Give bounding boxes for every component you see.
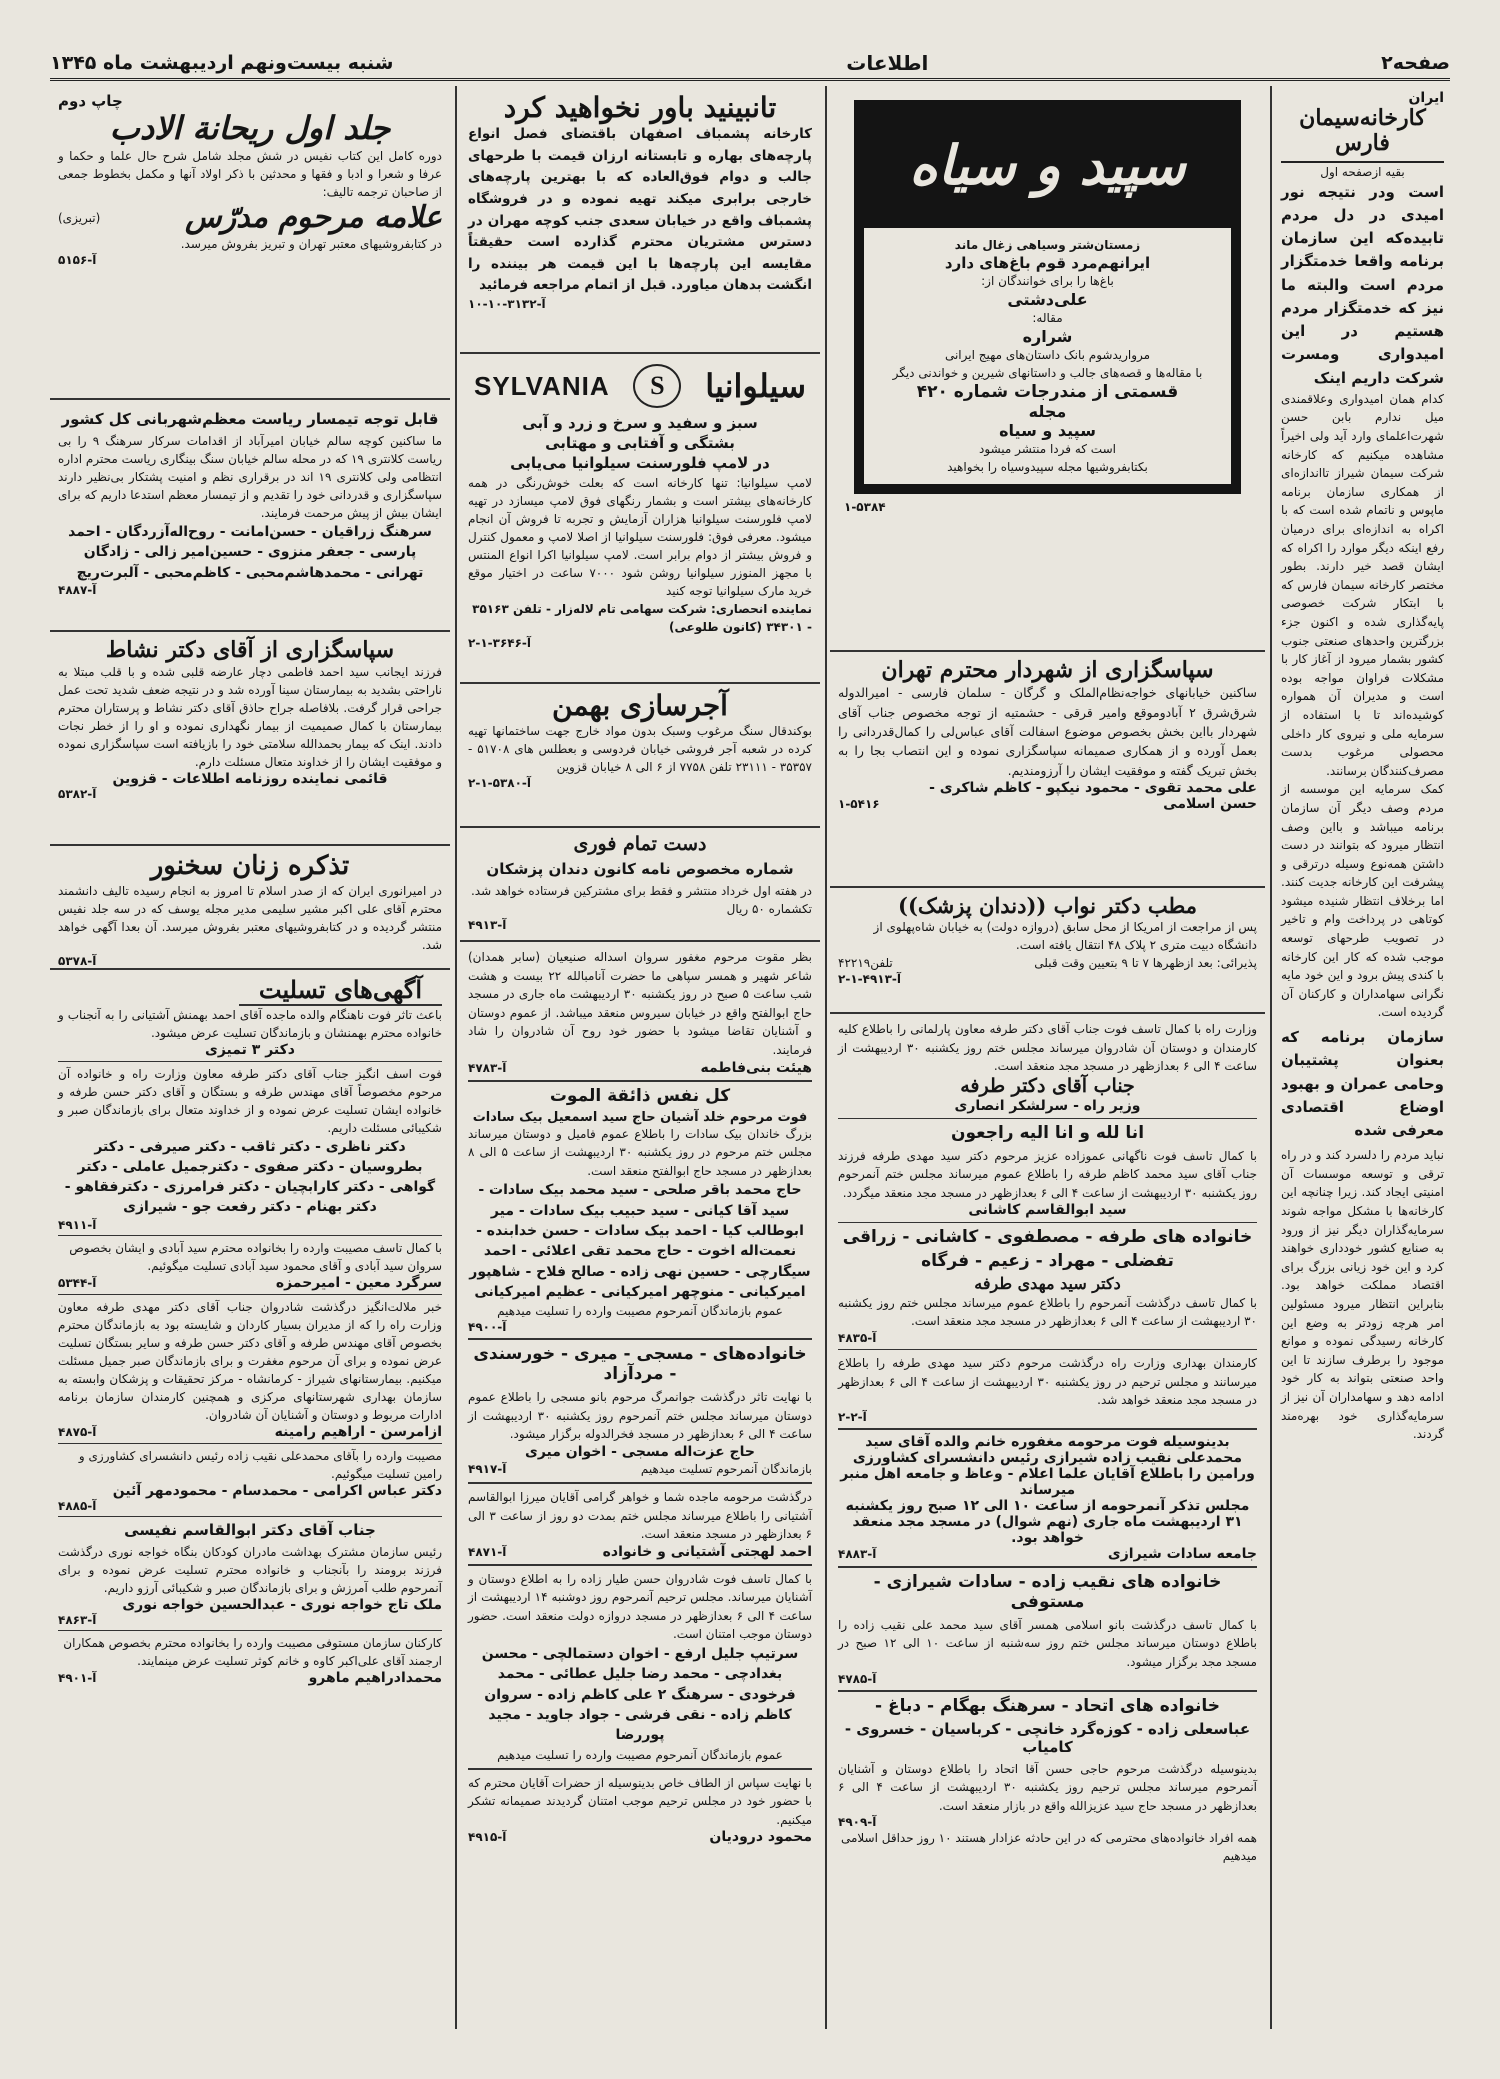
notice-text: بدینوسیله درگذشت مرحوم حاجی حسن آقا اتحاد را باطلاع دوستان و آشنایان آنمرحوم میرساند مجلس ترحیم روز یکشنبه ۳۰ اردیبهشت از ساعت ۴ الی ۶ بعدازظهر در مسجد حاج سید عزیزالله واقع در بازار منعقد است.: [838, 1761, 1258, 1813]
notice-subtitle: عباسعلی زاده - کوزه‌گرد خانچی - کرباسیان - خسروی - کامیاب: [844, 1719, 1251, 1756]
ad-title: قابل توجه تیمسار ریاست معظم‌شهربانی کل کشور: [61, 410, 439, 428]
ad-ref: آ-۴۹۱۳-۱-۲: [838, 972, 902, 987]
notice-text: وزارت راه با کمال تاسف فوت جناب آقای دکتر طرفه معاون پارلمانی را باطلاع کلیه کارمندان و دوستان آن شادروان میرساند مجلس ختم روز یکشنبه ۳۰ اردیبهشت از ساعت ۴ الی ۶ بعدازظهر در مسجد مجد منعقد است.: [838, 1022, 1257, 1074]
section-header: آگهی‌های تسلیت: [239, 976, 442, 1006]
phone-number: تلفن۴۲۲۱۹: [838, 956, 893, 971]
notice-footer: عموم بازماندگان آنمرحوم مصیبت وارده را تسلیت میدهیم: [497, 1304, 783, 1319]
notice-text: مصیبت وارده را بآقای محمدعلی نقیب زاده رئیس دانشسرای کشاورزی و رامین تسلیت میگوئیم.: [78, 1448, 442, 1481]
issue-date: شنبه بیست‌و‌نهم اردیبهشت ماه ۱۳۴۵: [50, 52, 394, 74]
book-author: علامه مرحوم مدرّس: [184, 199, 442, 235]
notice-signature: جامعه سادات شیرازی: [1107, 1545, 1257, 1562]
ad-sylvania: [460, 354, 820, 684]
ad-sepid-siah: [830, 86, 1265, 652]
notice-signature: حاج عزت‌اله مسجی - اخوان میری: [524, 1443, 755, 1460]
column-rule: [825, 86, 827, 2029]
article-body: کدام همان امیدواری وعلاقمندی میل ندارم بابن حسن شهرت‌اعلمای وارد آید ولی اخیراً مشاهده میکنیم که کارخانه شرکت سیمان شیراز تااندازه‌ای از همکاری سازمان برنامه ماپوس و ناتمام شده است که با اکراه به اندازه‌ای برای درمیان رفع اینکه دیگر موارد را اکراه که ایشان قصد خیر دارند. بطور مختصر کارخانه سیمان فارس که با ابتکار شرکت خصوصی پایه‌گذاری شده و اکنون جزء بزرگترین واحدهای صنعتی جنوب کشور بشمار میرود از آغاز کار با مشکلات فراوان مواجه بوده است و مدیران آن همواره کوشیده‌اند تا با استفاده از سرمایه ملی و نیروی کار داخلی محصولی مرغوب بدست مصرف‌کنندگان برسانند.: [1281, 391, 1444, 778]
book-description: دوره کامل این کتاب نفیس در شش مجلد شامل شرح حال علما و حکما و عرفا و شعرا و ادبا و فقها و محدثین با ذکر اولاد آنها و مکمل بخطوط جمعی از صاحبان ترجمه تالیف:: [58, 148, 442, 199]
notice-text: با کمال تاسف فوت ناگهانی عموزاده عزیز مرحوم دکتر سید مهدی طرفه فرزند جناب آقای سید محمد کاظم طرفه را باطلاع عموم میرساند مجلس ختم آنمرحوم روز یکشنبه ۳۰ اردیبهشت از ساعت ۴ الی ۶ بعدازظهر در مسجد مجد منعقد میگردد.: [838, 1148, 1257, 1200]
ad-text: پس از مراجعت از امریکا از محل سابق (دروازه دولت) به خیابان شاه‌پهلوی از دانشگاه دبیت متری ۲ پلاک ۴۸ انتقال یافته است.: [873, 920, 1257, 953]
column-2: [830, 86, 1265, 2029]
notice-name: دکتر سید مهدی طرفه: [974, 1274, 1121, 1294]
section-label: ایران: [1408, 90, 1444, 106]
ad-signatures: سرهنگ زراقیان - حسن‌امانت - روح‌اله‌آزردگان - احمد پارسی - جعفر منزوی - حسین‌امیر زالی - زادگان تهرانی - محمدهاشم‌محبی - کاظم‌محبی - آلبرت‌ریچ: [68, 524, 432, 581]
article-body: کمک سرمایه این موسسه از مردم وصف دیگر آن سازمان برنامه میباشد و بااین وصف انتظار میرود که بتوانند در دست داشتن همه‌نوع وسیله درترقی و پیشرفت این کارخانه جدیت کنند. اما برخلاف انتظار شنیده میشود کوتاهی در پرداخت وام و تاخیر در تصویب طرحهای توسعه موجب شده که کار این کارخانه با کندی پیش برود و این خود مایه نگرانی سهامداران و کارکنان آن گردیده است.: [1281, 782, 1444, 1020]
ad-ref: آ-۴۹۰۱: [58, 1670, 97, 1685]
ad-line: است که فردا منتشر میشود: [979, 442, 1116, 456]
column-3-notices: [830, 1014, 1265, 1871]
ad-ref: آ-۴۸۸۳: [838, 1546, 877, 1561]
ad-text: فرزند ایجانب سید احمد فاطمی دچار عارضه قلبی شده و با قلب مبتلا به ناراحتی بشدید به بیمارستان سینا آورده شد و در نتیجه ضعف شدید تحت عمل جراحی قرار گرفت. بلافاصله جراح حاذق آقای دکتر نشاط و پرستاران محترم بیمارستان با کمال صمیمیت از بیمار نگهداری نموده و او را از خطر نجات دادند. اینک که بیمار بحمدالله سلامتی خود را بازیافته است سپاسگزاری نموده و موفقیت ایشان را از خداوند متعال مسئلت دارم.: [58, 665, 442, 770]
ad-reyhanat-al-adab: [50, 86, 450, 400]
notice-names: حاج محمد باقر صلحی - سید محمد بیک سادات - سید آقا کیانی - سید حبیب بیک سادات - میر ابوطالب کیا - احمد بیک سادات - حسن خدابنده - نعمت‌اله اخوت - حاج محمد تقی اعلائی - احمد سیگارچی - حسین نهی زاده - صالح فلاح - شاهپور امیرکیانی - منوچهر امیرکیانی - عظیم امیرکیانی: [469, 1182, 811, 1300]
ad-title: دست تمام فوری: [573, 833, 707, 855]
ad-ref: آ-۳۶۴۶-۱-۲: [468, 636, 532, 650]
notice-signature: ازامرسن - اراهیم رامینه: [274, 1423, 442, 1440]
ad-pashmbaf: [460, 86, 820, 354]
notice-signature: احمد لهجتی آشتیانی و خانواده: [602, 1543, 812, 1560]
ad-line: مقاله:: [1032, 311, 1063, 325]
notice-signature: محمود درودیان: [709, 1829, 812, 1846]
notice-title: خانواده های اتحاد - سرهنگ بهگام - دباغ -: [875, 1695, 1220, 1716]
notice-text: همه افراد خانواده‌های محترمی که در این حادثه عزادار هستند ۱۰ روز حداقل اسلامی میدهیم: [840, 1831, 1257, 1864]
ad-ref: آ-۲-۲: [838, 1409, 867, 1424]
column-iran: [1275, 86, 1450, 2029]
notice-text: بظر مقوت مرحوم مغفور سروان اسداله صنیعیان (سابر همدان) شاعر شهیر و همسر سپاهی ما حضرت آنامبالله ۲۲ بیست و هشت شب ساعت ۵ صبح در روز یکشنبه ۳۰ اردیبهشت ماه جاری در مسجد حاج ابوالفتح واقع در خیابان سیروس منعقد میباشد. از عموم دوستان و آشنایان تقاضا میشود با حضور خود روح آن شادروان را شاد فرمایند.: [468, 950, 812, 1057]
ad-text: بوکندقال سنگ مرغوب وسبک بدون مواد خارج جهت ساختمانها تهیه کرده در شعبه آجر فروشی خیابان فردوسی و بعطلس های ۵۱۷۰۸ - ۳۵۳۵۷ - ۲۳۱۱۱ تلفن ۷۷۵۸ از ۶ الی ۸ خیابان قزوین: [468, 724, 812, 775]
ad-frame: [854, 100, 1241, 494]
ad-ref: آ-۴۸۷۱: [468, 1544, 507, 1559]
ad-ref: آ-۵۳۸۰-۱-۲: [468, 776, 532, 791]
notice-signature: هیئت بنی‌فاطمه: [700, 1059, 812, 1076]
edition-label: چاپ دوم: [58, 92, 123, 110]
ad-ref: آ-۵۱۵۶: [58, 253, 97, 268]
ad-title: مطب دکتر نواب ((دندان پزشک)): [898, 893, 1197, 918]
office-hours: پذیرائی: بعد ازظهرها ۷ تا ۹ بتعیین وقت قبلی: [1034, 956, 1257, 971]
ad-line: سپید و سیاه: [999, 421, 1096, 440]
ad-line: علی‌دشتی: [1007, 290, 1088, 309]
ad-text: در امیرانوری ایران که از صدر اسلام تا امروز به انجام رسیده تالیف دانشمند محترم آقای علی اکبر مشیر سلیمی مدیر مجله یوسف که در سه جلد نفیس منتشر گردیده و در کتابفروشیهای معتبر بفروش میرسد. آن بعدا آگهی خواهد شد.: [58, 883, 442, 952]
article-body: نباید مردم را دلسرد کند و در راه ترقی و توسعه موسسات آن امنیتی ایجاد کند. زیرا چنانچه این کارخانه‌ها با مشکل مواجه شوند سرمایه‌گذاران دیگر نیز از ورود به صنایع کشور خودداری خواهند کرد و این خود زیانی بزرگ برای اقتصاد مملکت خواهد بود. بنابراین انتظار میرود مسئولین امر هرچه زودتر به وضع این کارخانه رسیدگی نموده و موانع موجود را برطرف سازند تا این واحد صنعتی بتواند به کار خود ادامه دهد و سهامداران آن نیز از سرمایه‌گذاری خود بهره‌مند گردند.: [1281, 1148, 1444, 1442]
ad-ref: آ-۴۹۰۹: [838, 1815, 877, 1830]
ad-signature: قائمی نماینده روزنامه اطلاعات - قزوین: [112, 771, 388, 788]
ad-ref: آ-۴۷۸۵: [838, 1671, 877, 1686]
ad-title: سپاسگزاری از آقای دکتر نشاط: [105, 637, 395, 663]
notice-text: با کمال تاسف مصیبت وارده را بخانواده محترم سید آبادی و ایشان بخصوص سروان سید آبادی و آقای محمود سید آبادی تسلیت میگوئیم.: [69, 1240, 442, 1273]
notice-signature: سرگرد معین - امیرحمزه: [275, 1274, 442, 1291]
article-lead: است ودر نتیجه نور امیدی در دل مردم تابیده‌که این سازمان برنامه واقعا خدمتگزار مردم است والبته ما نیز که خدمتگزار مردم هستیم در این امیدواری ومسرت شرکت داریم اینک: [1281, 182, 1444, 387]
brand-name-fa: سیلوانیا: [705, 367, 806, 405]
ad-ref: آ-۵۳۷۸: [58, 953, 97, 968]
ad-content: [864, 228, 1231, 484]
column-3: [460, 86, 820, 2029]
ad-notice-police-chief: [50, 400, 450, 632]
continued-note: بقیه ازصفحه اول: [1320, 164, 1405, 179]
notice-text: بزرگ خاندان بیک سادات را باطلاع عموم فامیل و دوستان میرساند مجلس ختم مرحوم در روز یکشنبه ۳۰ اردیبهشت از ساعت ۵ الی ۸ بعدازظهر در مسجد حاج ابوالفتح منعقد است.: [468, 1126, 813, 1178]
notice-title: کل نفس ذائقة الموت: [549, 1085, 731, 1106]
newspaper-name: اطلاعات: [846, 51, 929, 75]
notice-signature: دکتر ۳ تمیزی: [205, 1041, 295, 1058]
notice-subtitle: فوت مرحوم خلد آشیان حاج سید اسمعیل بیک سادات: [472, 1109, 808, 1125]
notice-signature: وزیر راه - سرلشکر انصاری: [954, 1097, 1141, 1114]
notice-text: با کمال تاسف درگذشت بانو اسلامی همسر آقای سید محمد علی نقیب زاده را باطلاع دوستان میرساند مجلس ختم روز سه‌شنبه از ساعت ۱۰ الی ۱۲ صبح در مسجد مجد برگزار میشود.: [838, 1617, 1258, 1669]
book-title: جلد اول ریحانة الادب: [109, 109, 391, 147]
notice-signature: دکتر عباس اکرامی - محمدسام - محمودمهر آئین: [112, 1482, 442, 1499]
ad-line: شراره: [1022, 327, 1073, 346]
ad-line: مجله: [1028, 402, 1067, 421]
ad-signatures: حسن اسلامی: [1163, 796, 1257, 813]
notice-text: با کمال تاسف فوت شادروان حسن طیار زاده را به اطلاع دوستان و آشنایان میرساند. مجلس ترحیم آنمرحوم روز دوشنبه ۱۴ اردیبهشت از ساعت ۴ الی ۶ بعدازظهر در مسجد دروازه دولت منعقد است. حضور دوستان موجب امتنان است.: [468, 1571, 813, 1642]
ad-text: لامپ سیلوانیا: تنها کارخانه است که بعلت خوش‌رنگی در همه کارخانه‌های بیشتر است و بشمار رنگهای فوق لامپ میسازد در تهیه لامپ فلورسنت سیلوانیا هزاران آزمایش و تجربه تا فروش آن انجام میشود. معرفی فوق: فلورسنت سیلوانیا از اصلا لامپ و معمول کنترل و فروش بیشتر از دوام برابر است. لامپ سیلوانیا اکرا انواع المنتس با مجهز المنوزر سیلوانیا روشن شود ۷۰۰۰ ساعت در اختیار موقع خرید مارک سیلوانیا توجه کنید: [468, 476, 812, 598]
notice-text: فوت اسف انگیز جناب آقای دکتر طرفه معاون وزارت راه و خانواده آن مرحوم مخصوصاً آقای مهندس طرفه و بستگان و آقای دکتر حسن طرفه و خانواده ایشان تسلیت عرض نموده و از خداوند متعال برای بازماندگان صبر و شکیبائی مسئلت داریم.: [58, 1066, 442, 1135]
ad-thanks-tehran-mayor: [830, 652, 1265, 888]
ad-line: قسمتی از مندرجات شماره ۴۲۰: [916, 382, 1179, 402]
article-title: کارخانه‌سیمان فارس: [1281, 106, 1444, 163]
notice-text: کارکنان سازمان مستوفی مصیبت وارده را بخانواده محترم بخصوص همکاران ارجمند آقای علی‌اکبر کاوه و خانم کوثر تسلیت عرض مینمایند.: [63, 1635, 442, 1668]
ad-ref: آ-۴۸۸۷: [58, 582, 97, 597]
ad-ajor-bahman: [460, 684, 820, 828]
ad-agent: نماینده انحصاری: شرکت سهامی تام لاله‌زار - تلفن ۳۵۱۶۳ - ۳۴۳۰۱ (کانون طلوعی): [472, 602, 812, 634]
column-4: [50, 86, 450, 2029]
notice-title: خانواده های طرفه - مصطفوی - کاشانی - زراقی: [842, 1227, 1253, 1248]
notice-signature: ملک تاج خواجه نوری - عبدالحسین خواجه نوری: [122, 1596, 442, 1613]
notice-text: خبر ملالت‌انگیز درگذشت شادروان جناب آقای دکتر مهدی طرفه معاون وزارت راه را که از مدیران بسیار کاردان و شایسته بود به بازماندگان محترم بخصوص آقای مهندس طرفه و آقای دکتر حسن طرفه و سایر بستگان تسلیت عرض نموده و برای آن مرحوم مغفرت و برای بازماندگان صبر جمیل مسئلت میکنیم. بیمارستانهای شیراز - کرمانشاه - مرکز تحقیقات و پزشکان وابسته به سازمان بهداری شهرستانهای مرکزی و همچنین کارمندان سازمان برنامه ادارات مربوط و دوستان و آشنایان آن شادروان.: [58, 1299, 442, 1422]
column-rule: [455, 86, 457, 2029]
ad-line: با مقاله‌ها و قصه‌های جالب و داستانهای شیرین و خواندنی دیگر: [892, 366, 1203, 380]
ad-line: زمستان‌شتر وسیاهی زغال ماند: [954, 238, 1141, 252]
notice-text: با نهایت تاثر درگذشت جوانمرگ مرحوم بانو مسجی را باطلاع عموم دوستان میرساند مجلس ختم آنمرحوم روز یکشنبه ۳۰ اردیبهشت از ساعت ۴ الی ۶ بعدازظهر در مسجد فخرالدوله برگزار میشود.: [468, 1390, 812, 1442]
ad-text: در هفته اول خرداد منتشر و فقط برای مشترکین فرستاده خواهد شد. تکشماره ۵۰ ریال: [470, 883, 812, 916]
ad-ref: آ-۴۸۶۳: [58, 1612, 97, 1627]
ad-dr-navab: [830, 888, 1265, 1014]
article-cement-factory: [1275, 86, 1450, 1448]
ad-ref: ۱-۵۴۱۶: [838, 797, 880, 812]
notice-footer: عموم بازماندگان آنمرحوم مصیبت وارده را تسلیت میدهیم: [497, 1747, 783, 1762]
ad-title: تذکره زنان سخنور: [150, 851, 350, 881]
ad-ref: آ-۴۸۷۵: [58, 1424, 97, 1439]
ad-ref: آ-۴۸۸۵: [58, 1498, 97, 1513]
ad-line: باغ‌ها را برای خوانندگان از:: [981, 274, 1114, 288]
column-2-notices: [460, 942, 820, 1851]
article-subhead: سازمان برنامه که بعنوان پشتیبان وحامی عمران و بهبود اوضاع اقتصادی معرفی شده: [1281, 1028, 1444, 1140]
ad-subtitle: شماره مخصوص نامه کانون دندان پزشکان: [486, 859, 794, 878]
ad-title: آجرسازی بهمن: [552, 689, 728, 722]
notice-signature: محمدادراهیم ماهرو: [308, 1669, 442, 1686]
ad-ref: آ-۴۹۱۷: [468, 1461, 507, 1476]
ad-signatures: علی محمد تقوی - محمود نیکپو - کاظم شاکری -: [929, 780, 1257, 797]
slogan-line: در لامپ فلورسنت سیلوانیا می‌یابی: [510, 454, 770, 472]
notice-text: بدینوسیله فوت مرحومه مغفوره خانم والده آقای سید محمدعلی نقیب زاده شیرازی رئیس دانشسرای کشاورزی ورامین را باطلاع آقایان علما اعلام - وعاظ و جامعه اهل منبر میرساند: [840, 1433, 1255, 1498]
notice-text: مجلس تذکر آنمرحومه از ساعت ۱۰ الی ۱۲ صبح روز یکشنبه ۳۱ اردیبهشت ماه جاری (نهم شوال) در مسجد مجد منعقد خواهد بود.: [845, 1497, 1250, 1546]
ad-text: ما ساکنین کوچه سالم خیابان امیرآباد از اقدامات سرکار سرهنگ ۹ را بی ریاست کلانتری ۱۹ که در محله سالم خیابان سنگ بینگاری ریاست محترم اداره انتظامی ولی کلانتری ۱۹ اند در برقراری نظم و امنیت پشتکار بی‌نظیر دارند سپاسگزاری و قدردانی خود را تقدیم و از تیمسار معظم استدعا داریم که برای ایشان بیش از پیش مرحمت فرمایند.: [58, 434, 443, 520]
ad-tazkereh: [50, 846, 450, 970]
notice-text: کارمندان بهداری وزارت راه درگذشت مرحوم دکتر سید مهدی طرفه را باطلاع میرسانند و مجلس ترحیم در روز یکشنبه ۳۰ اردیبهشت از ساعت ۴ الی ۶ بعدازظهر در مسجد مجد منعقد خواهد شد.: [838, 1355, 1257, 1408]
ad-ref: آ-۴۹۱۱: [58, 1217, 97, 1232]
ad-line: مرواریدشوم بانک داستان‌های مهیج ایرانی: [944, 348, 1151, 362]
notice-text: باعث تاثر فوت ناهنگام والده ماجده آقای احمد بهمنش آشتیانی را به آنجناب و خانواده محترم بهمنشان و بازماندگان تسلیت عرض میشود.: [58, 1007, 442, 1040]
condolence-section: [50, 970, 450, 1692]
notice-title: انا لله و انا الیه راجعون: [950, 1122, 1145, 1143]
slogan-line: سبز و سفید و سرخ و زرد و آبی: [522, 414, 758, 432]
ad-ref: آ-۵۳۴۴: [58, 1275, 97, 1290]
notice-name: جناب آقای دکتر طرفه: [960, 1074, 1135, 1097]
ad-thanks-dr-neshat: [50, 632, 450, 846]
ad-title: تانبینید باور نخواهید کرد: [503, 91, 777, 124]
sylvania-logo-icon: S: [633, 364, 681, 408]
notice-footer: بازماندگان آنمرحوم تسلیت میدهیم: [640, 1461, 812, 1476]
ad-ref: ۱-۵۳۸۴: [844, 500, 886, 514]
notice-title: خانواده های نقیب زاده - سادات شیرازی - مستوفی: [873, 1571, 1222, 1612]
ad-ref: آ-۴۷۸۳: [468, 1060, 507, 1075]
ad-line: ایرانهم‌مرد قوم باغ‌های دارد: [944, 254, 1151, 272]
ad-ref: آ-۳۱۳۲-۱۰-۱۰: [468, 296, 546, 311]
ad-line: بکتابفروشیها مجله سپیدوسیاه را بخواهید: [947, 460, 1148, 474]
page-number: صفحه۲: [1381, 52, 1450, 74]
ad-ref: آ-۴۹۱۳: [468, 917, 507, 932]
notice-subtitle: تفضلی - مهراد - زعیم - فرگاه: [921, 1251, 1174, 1272]
author-note: (تبریزی): [58, 211, 101, 226]
notice-title: خانواده‌های - مسجی - میری - خورسندی - مردآزاد: [473, 1344, 807, 1385]
notice-names: دکتر ناظری - دکتر ثاقب - دکتر صیرفی - دکتر بطروسیان - دکتر صفوی - دکترجمیل عاملی - دکتر گواهی - دکتر کارابچیان - دکتر فرامرزی - دکترفقاهو - دکتر بهنام - دکتر رفعت جو - شیرازی: [64, 1138, 436, 1216]
magazine-logo: سپید و سیاه: [864, 110, 1231, 220]
ad-ref: آ-۵۳۸۲: [58, 787, 97, 802]
sylvania-header: [468, 360, 812, 412]
ad-ref: آ-۴۸۳۵: [838, 1330, 877, 1345]
slogan-line: بشتگی و آفتابی و مهتابی: [545, 434, 735, 452]
ad-text: کارخانه پشمباف اصفهان باقتضای فصل انواع پارچه‌های بهاره و تابستانه ارزان قیمت با طرحهای جالب و دوام فوق‌العاده که با بهترین پارچه‌های خارجی برابری میکند تهیه نموده و در فروشگاه پشمباف واقع در خیابان سعدی جنب کوچه مهران در دسترس مشتریان محترم گذارده است حقیقتاً مقایسه این پارچه‌ها با این قیمت هر بیننده را انگشت بدهان میاورد. قبل از اتمام مراجعه فرمائید: [468, 126, 812, 294]
notice-text: با کمال تاسف درگذشت آنمرحوم را باطلاع عموم میرساند مجلس ختم روز یکشنبه ۳۰ اردیبهشت از ساعت ۴ الی ۶ بعدازظهر در مسجد مجد منعقد است.: [838, 1295, 1257, 1329]
ad-title: سپاسگزاری از شهردار محترم تهران: [881, 657, 1214, 683]
ad-text: ساکنین خیابانهای خواجه‌نظام‌الملک و گرگان - سلمان فارسی - امیرالدوله شرق‌شرق ۲ آبادوموقع وامیر قرقی - حشمتیه از توجه مخصوص جناب آقای شهردار بااین بخش بخصوص موضوع اسفالت آقای عباس‌لی را کمال‌قدردانی را بعمل آورده و از همکاری صمیمانه سپاسگزاری نموده و این انتصاب بجا را به بخش تبریک گفته و موفقیت ایشان را آرزومندیم.: [838, 685, 1257, 778]
notice-text: رئیس سازمان مشترک بهداشت مادران کودکان بنگاه خواجه نوری درگذشت فرزند برومند را بآنجناب و خانواده محترم تسلیت عرض نموده و برای آنمرحوم طلب آمرزش و برای بازماندگان صبر و شکیبائی آرزو داریم.: [58, 1544, 442, 1595]
notice-title: جناب آقای دکتر ابوالقاسم نفیسی: [124, 1520, 376, 1539]
notice-names: سرتیپ جلیل ارفع - اخوان دستمالچی - محسن بغدادچی - محمد رضا جلیل عطائی - محمد فرخودی - سرهنگ ۲ علی کاظم زاده - سروان کاظم زاده - نقی فرشی - جواد جاوید - مجید پوررضا: [481, 1646, 799, 1744]
column-rule: [1270, 86, 1272, 2029]
ad-ref: آ-۴۹۱۵: [468, 1830, 507, 1845]
masthead: [50, 48, 1450, 81]
notice-signature: سید ابوالقاسم کاشانی: [968, 1202, 1127, 1219]
sale-info: در کتابفروشیهای معتبر تهران و تبریز بفروش میرسد.: [180, 237, 442, 252]
ad-ref: آ-۴۹۰۰: [468, 1320, 507, 1335]
brand-name-en: SYLVANIA: [474, 370, 610, 401]
notice-text: با نهایت سپاس از الطاف خاص بدینوسیله از حضرات آقایان محترم که با حضور خود در مجلس ترحیم موجب امتنان گردیدند صمیمانه تشکر میکنیم.: [468, 1775, 812, 1827]
ad-dast-tamam: [460, 828, 820, 942]
notice-text: درگذشت مرحومه ماجده شما و خواهر گرامی آقایان میرزا ابوالقاسم آشتیانی را باطلاع میرساند مجلس ختم بمدت دو روز از ساعت ۳ الی ۶ بعدازظهر در مسجد منعقد است.: [468, 1489, 812, 1542]
